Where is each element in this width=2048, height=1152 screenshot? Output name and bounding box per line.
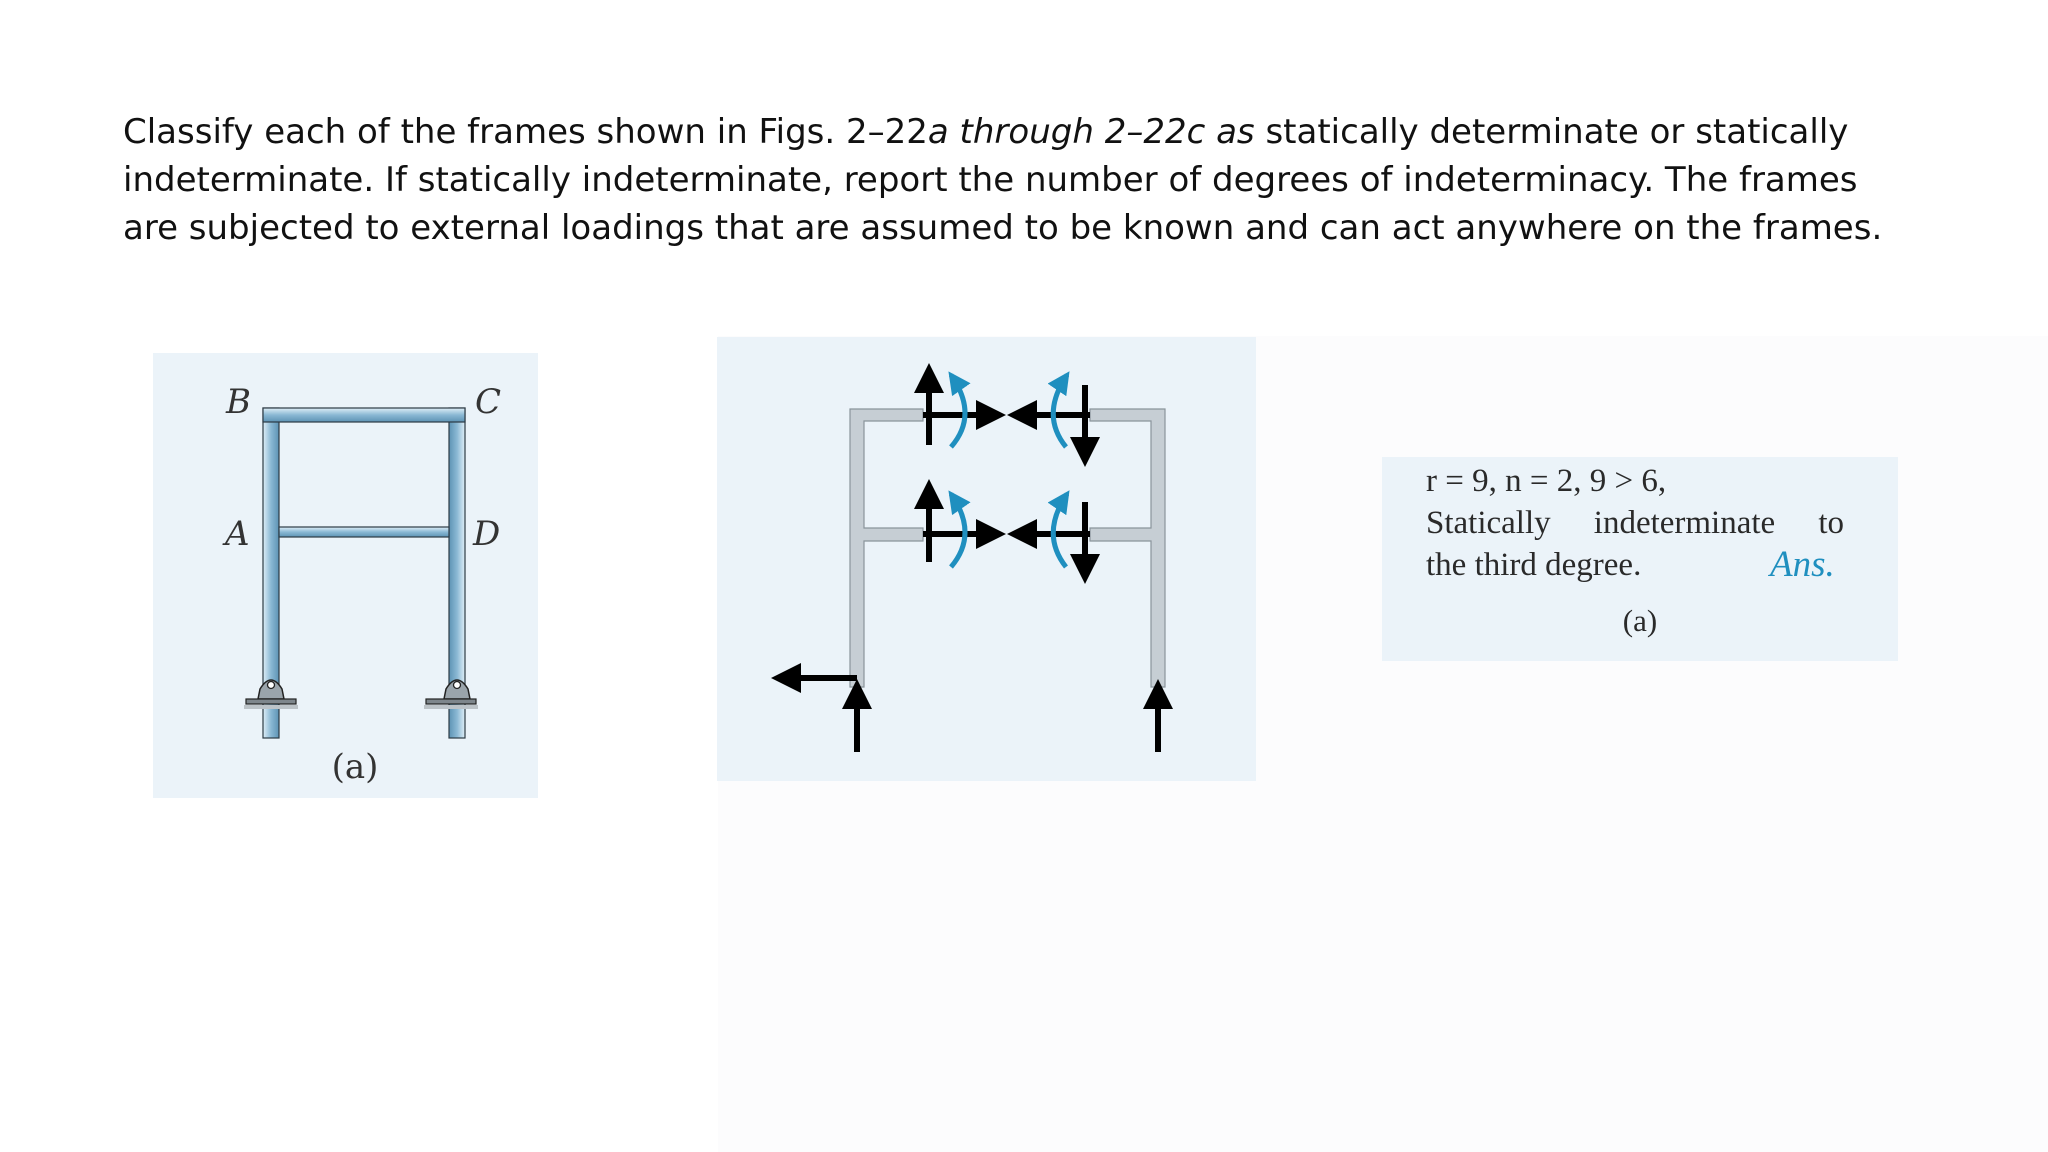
joint-label-b: B (226, 382, 251, 422)
joint-label-a: A (225, 514, 250, 554)
problem-statement (123, 108, 1923, 252)
answer-line-degree: the third degree. (1426, 547, 1642, 583)
answer-line-equation: r = 9, n = 2, 9 > 6, (1426, 463, 1667, 499)
beam-top (263, 408, 465, 422)
joint-label-d: D (473, 514, 501, 554)
answer-line-result: Statically indeterminate to (1426, 505, 1844, 541)
free-body-diagram (717, 337, 1256, 781)
beam-middle (279, 527, 449, 537)
problem-text-part-1: Classify each of the frames shown in Figs. 2–22 (123, 112, 928, 152)
figure-frame-a (153, 353, 538, 798)
answer-caption: (a) (1622, 603, 1658, 638)
answer-panel (1382, 457, 1898, 661)
problem-text-part-2: statically determinate or statically indeterminate. If statically indeterminate, report the number of degrees of indeterminacy. The frames are subjected to external loadings that are assumed to be known and can act anywhere on the frames. (123, 112, 1883, 248)
figure-a-caption: (a) (331, 747, 379, 787)
joint-label-c: C (475, 382, 502, 422)
answer-mark: Ans. (1770, 544, 1835, 585)
problem-text-italic: a through 2–22c as (927, 112, 1255, 152)
